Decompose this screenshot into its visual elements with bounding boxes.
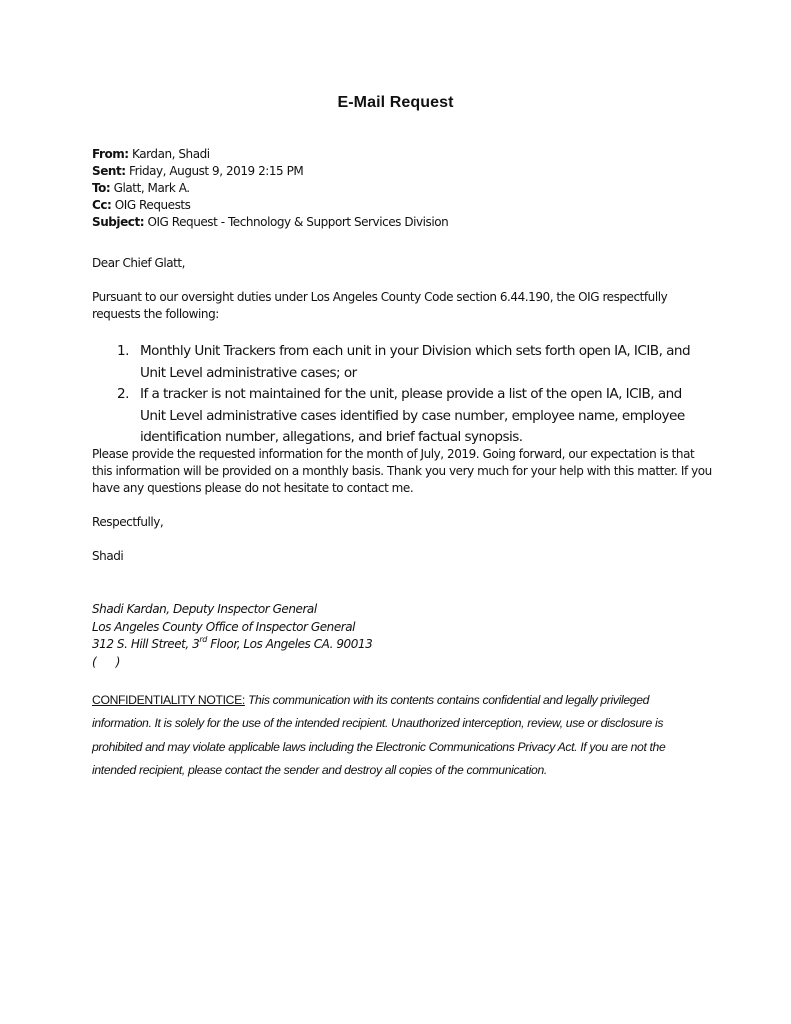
cc-label: Cc: — [92, 197, 112, 212]
sent-label: Sent: — [92, 163, 126, 178]
from-value: Kardan, Shadi — [132, 147, 210, 161]
cc-row — [92, 197, 448, 214]
subject-value: OIG Request - Technology & Support Services Division — [147, 214, 449, 229]
address-pre: 312 S. Hill Street, 3 — [92, 637, 200, 651]
salutation: Dear Chief Glatt, — [92, 256, 186, 270]
subject-label: Subject: — [92, 214, 145, 229]
to-value: Glatt, Mark A. — [113, 180, 190, 195]
signature-address — [92, 636, 372, 654]
request-number: 2. — [117, 386, 129, 403]
to-row — [92, 180, 448, 197]
intro-paragraph: Pursuant to our oversight duties under Los Angeles County Code section 6.44.190, the OIG respectfully requests the following: — [92, 290, 668, 321]
signature-block — [92, 601, 372, 671]
request-list — [117, 341, 697, 449]
document-title: E-Mail Request — [337, 94, 454, 111]
request-number: 1. — [117, 343, 129, 359]
confidentiality-text: This communication with its contents contains confidential and legally privileged information. It is solely for the use of the intended recipient. Unauthorized interception, review, use or disclosure is prohibited and may violate applicable laws including the Electronic Communications Privacy Act. If you are not the intended recipient, please contact the sender and destroy all copies of the communication. — [92, 693, 666, 777]
to-label: To: — [92, 180, 111, 195]
signature-name-title: Shadi Kardan, Deputy Inspector General — [92, 602, 317, 616]
signature-phone: ( ) — [92, 654, 121, 669]
confidentiality-label: CONFIDENTIALITY NOTICE: — [92, 693, 245, 707]
confidentiality-notice — [92, 689, 702, 782]
request-item — [117, 341, 697, 384]
request-text: Monthly Unit Trackers from each unit in your Division which sets forth open IA, ICIB, and Unit Level administrative cases; or — [140, 343, 691, 381]
request-item — [117, 384, 697, 449]
email-headers — [92, 146, 448, 231]
address-post: Floor, Los Angeles CA. 90013 — [206, 637, 373, 651]
sent-value: Friday, August 9, 2019 2:15 PM — [129, 163, 304, 178]
sent-row — [92, 163, 448, 180]
closing: Respectfully, — [92, 515, 164, 529]
signer-name: Shadi — [92, 549, 124, 563]
followup-paragraph: Please provide the requested information for the month of July, 2019. Going forward, our expectation is that this information will be provided on a monthly basis. Thank you very much for your help with this matter. If you have any questions please do not hesitate to contact me. — [92, 447, 712, 495]
from-label: From: — [92, 147, 129, 161]
from-row — [92, 146, 448, 163]
address-superscript: rd — [199, 635, 207, 644]
cc-value: OIG Requests — [114, 197, 191, 212]
request-text: If a tracker is not maintained for the unit, please provide a list of the open IA, ICIB, and Unit Level administrative cases identified by case number, employee name, employee identification number, allegations, and brief factual synopsis. — [140, 386, 685, 446]
signature-office: Los Angeles County Office of Inspector General — [92, 619, 356, 634]
subject-row — [92, 214, 448, 231]
